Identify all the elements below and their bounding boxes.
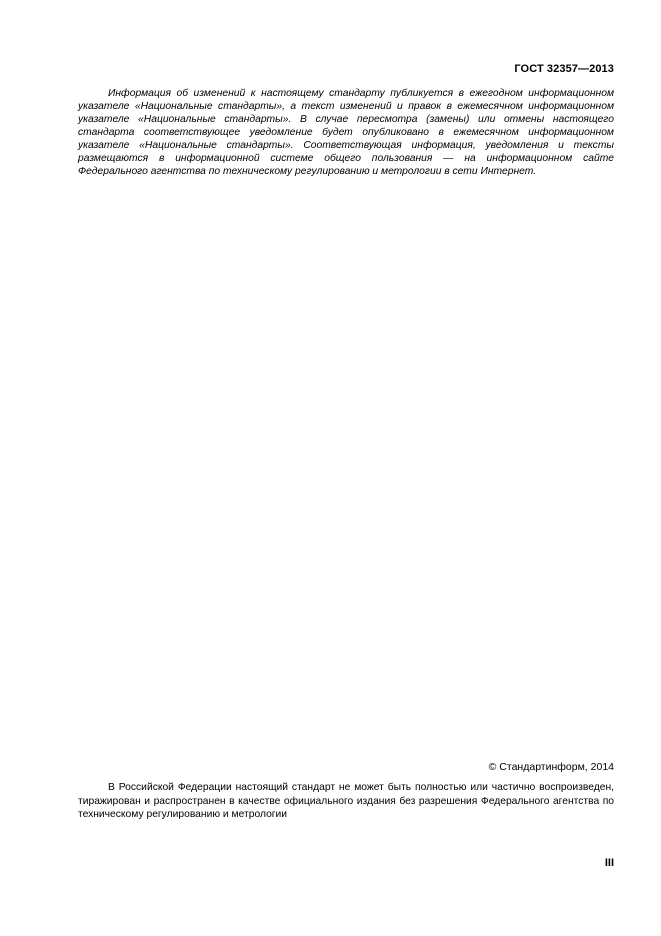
info-paragraph: Информация об изменений к настоящему стандарту публикуется в ежегодном информационном указателе «Национальные стандарты», а текст изменений и правок в ежемесячном информационном указателе «Национальные стандарты». В случае пересмотра (замены) или отмены настоящего стандарта соответствующее уведомление будет опубликовано в ежемесячном информационном указателе «Национальные стандарты». Соответствующая информация, уведомления и тексты размещаются в информационной системе общего пользования — на информационном сайте Федерального агентства по техническому регулированию и метрологии в сети Интернет. — [78, 88, 614, 177]
standard-code: ГОСТ 32357—2013 — [514, 63, 614, 75]
copyright-line: © Стандартинформ, 2014 — [488, 761, 614, 773]
page-number: III — [604, 857, 614, 869]
reproduction-notice: В Российской Федерации настоящий стандарт не может быть полностью или частично воспроизведен, тиражирован и распространен в качестве официального издания без разрешения Федерального агентства по техническому регулированию и метрологии — [78, 782, 614, 820]
